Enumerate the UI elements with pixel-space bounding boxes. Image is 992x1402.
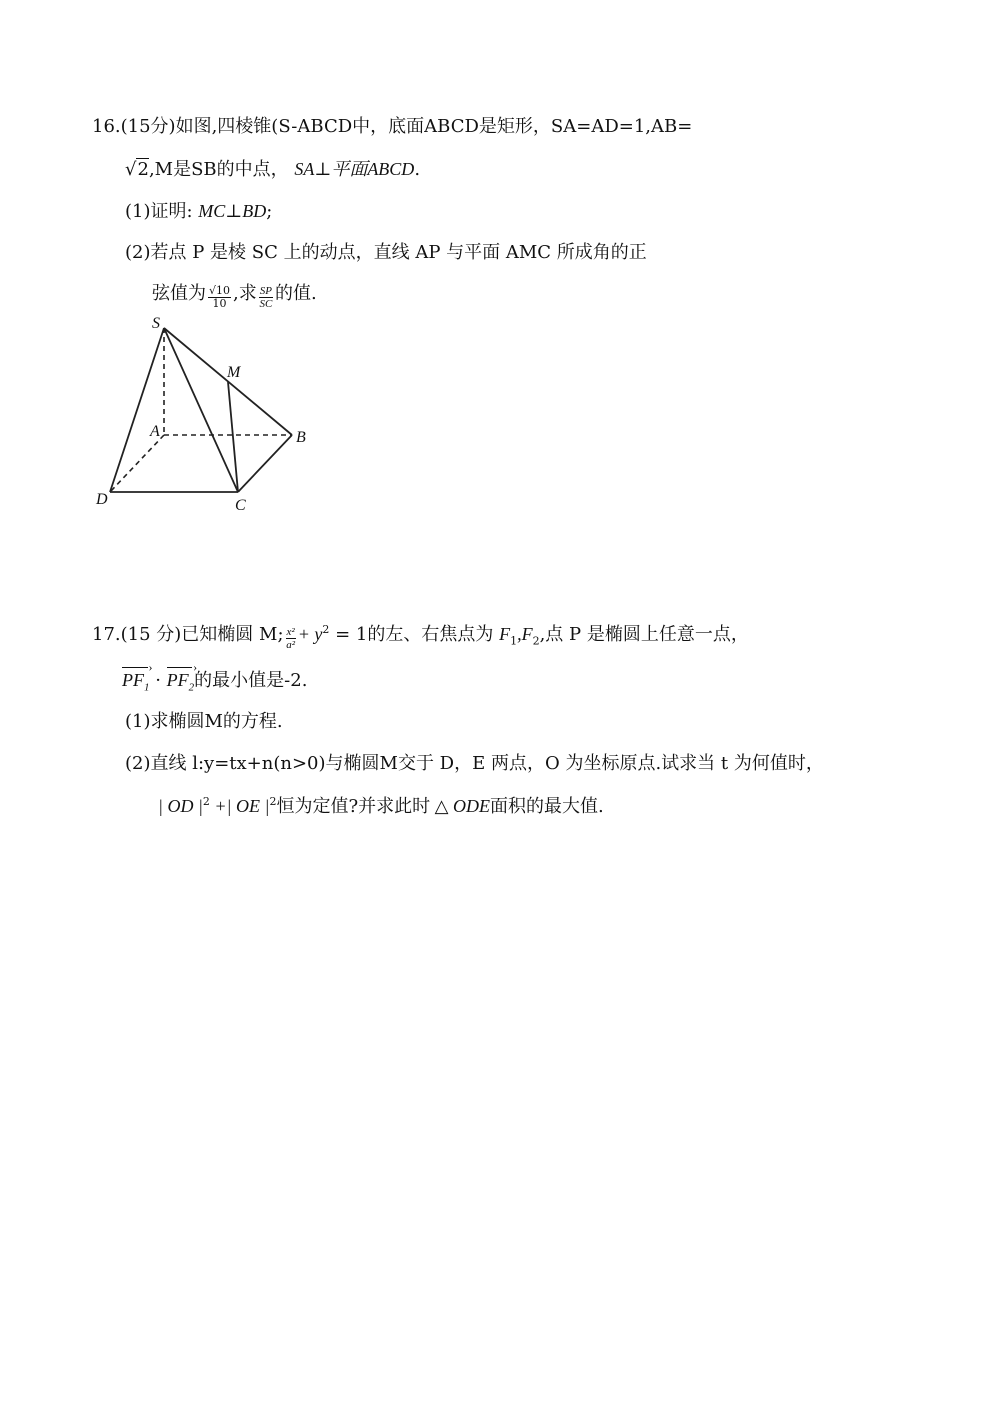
fraction-sqrt10-over-10 — [208, 285, 231, 310]
abs-OE-exponent: 2 — [269, 795, 277, 808]
ellipse-rhs: = 1 — [329, 624, 368, 645]
edge-SB — [164, 328, 292, 435]
q16-part1-end: ; — [266, 201, 273, 222]
q17-line1 — [92, 622, 749, 651]
q16-line2-text: ,M是SB的中点， — [148, 159, 289, 180]
q16-part1-label: (1)证明: — [125, 201, 193, 222]
q17-part2-line1 — [125, 752, 824, 776]
ellipse-y-term: + y — [297, 624, 323, 644]
label-M: M — [227, 364, 241, 381]
focus-F2: F — [521, 624, 533, 644]
q17-part2-line2-final: 面积的最大值. — [489, 796, 604, 817]
vector-PF1 — [122, 668, 150, 692]
edge-AD — [110, 435, 164, 492]
q17-part2-line2-text: 恒为定值?并求此时 — [276, 796, 431, 817]
dot-product-symbol: · — [149, 670, 167, 691]
q17-foci-text: 的左、右焦点为 — [367, 624, 494, 645]
q16-part2-line2-a: 弦值为 — [152, 283, 206, 304]
vector-PF1-sub: 1 — [144, 681, 150, 694]
edge-SC — [164, 328, 238, 492]
q16-part2-line1 — [125, 241, 647, 265]
abs-OE: OE | — [236, 796, 270, 816]
comma: , — [517, 624, 522, 644]
label-B: B — [296, 429, 306, 446]
sqrt-value: 2 — [137, 159, 149, 180]
pyramid-figure — [88, 308, 328, 523]
q16-condition-math: SA⊥平面ABCD — [294, 159, 415, 179]
ellipse-fraction-denominator: a² — [286, 639, 296, 651]
fraction2-numerator: SP — [259, 285, 272, 297]
fraction-sp-over-sc — [259, 285, 273, 310]
fraction2-denominator: SC — [259, 298, 273, 310]
label-C: C — [235, 497, 246, 514]
q16-part2-line2-b: ,求 — [233, 283, 257, 304]
fraction-x2-over-a2 — [286, 626, 296, 651]
fraction1-numerator: √10 — [209, 284, 231, 297]
q16-part2-text: (2)若点 P 是棱 SC 上的动点，直线 AP 与平面 AMC 所成角的正 — [125, 242, 647, 263]
abs-OD-exponent: 2 — [202, 795, 210, 808]
ellipse-fraction-numerator: x² — [286, 626, 295, 638]
edge-CB — [238, 435, 292, 492]
focus-F1: F — [499, 624, 511, 644]
q17-part2-text: (2)直线 l:y=tx+n(n>0)与椭圆M交于 D，E 两点，O 为坐标原点.试求当 t 为何值时， — [125, 753, 824, 774]
vector-PF2-sub: 2 — [188, 681, 195, 694]
label-S: S — [152, 315, 160, 332]
q17-line1-end: ,点 P 是椭圆上任意一点， — [539, 624, 749, 645]
q16-stem-text: 16.(15分)如图,四棱锥(S-ABCD中，底面ABCD是矩形，SA=AD=1,AB= — [92, 116, 693, 137]
abs-OD: | OD | — [158, 796, 203, 816]
q17-line2-end: 的最小值是-2. — [194, 670, 308, 691]
q16-line2 — [125, 157, 420, 182]
q17-part2-line2 — [158, 794, 604, 819]
edge-MC — [228, 382, 238, 492]
q17-line2 — [122, 668, 307, 693]
focus-F2-sub: 2 — [532, 634, 540, 648]
triangle-ODE: △ ODE — [430, 796, 490, 816]
sqrt-symbol: √ — [125, 159, 137, 180]
q17-stem-start: 17.(15 分)已知椭圆 M; — [92, 624, 284, 645]
plus-symbol: +| — [209, 796, 237, 816]
q16-part2-line2 — [152, 282, 317, 310]
q17-part1-text: (1)求椭圆M的方程. — [125, 711, 283, 732]
q16-part1-math: MC⊥BD — [198, 201, 267, 221]
vector-PF1-text: PF — [122, 670, 144, 690]
vector-PF2-text: PF — [166, 670, 189, 690]
label-A: A — [150, 423, 160, 440]
q17-part1 — [125, 710, 283, 734]
q16-part2-line2-c: 的值. — [274, 283, 317, 304]
focus-F1-sub: 1 — [510, 634, 518, 648]
q16-line1 — [92, 115, 692, 139]
q16-part1 — [125, 199, 272, 224]
edge-SD — [110, 328, 164, 492]
label-D: D — [96, 491, 108, 508]
fraction1-denominator: 10 — [212, 297, 227, 310]
q16-line2-end: . — [414, 159, 421, 180]
ellipse-y-exponent: 2 — [322, 623, 330, 636]
vector-PF2 — [167, 668, 195, 692]
